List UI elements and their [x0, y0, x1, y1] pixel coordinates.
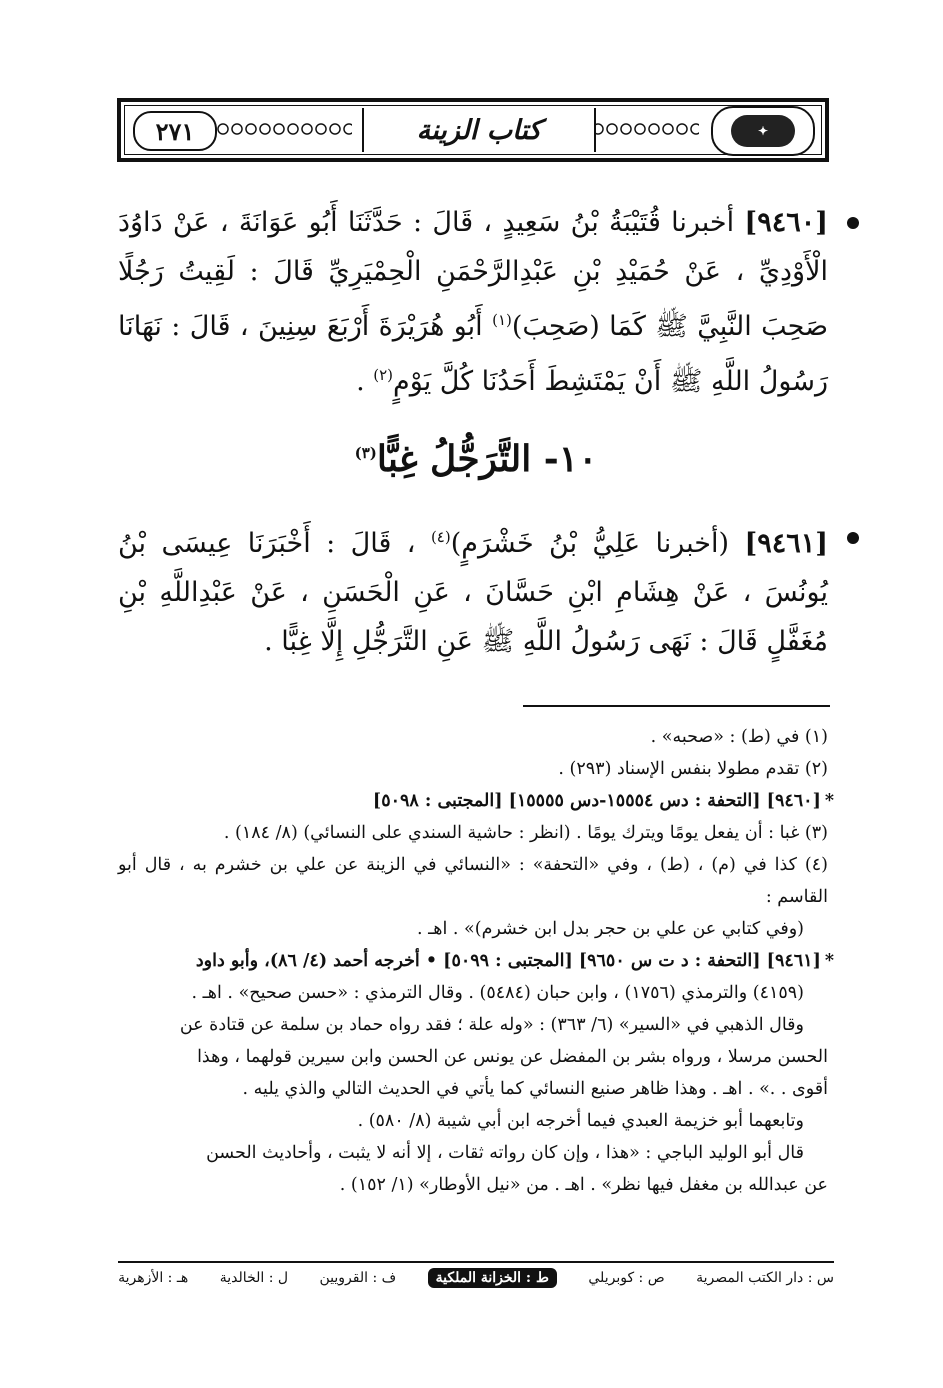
- page-header: [117, 98, 829, 162]
- footnote-separator: [523, 705, 830, 707]
- takhrij-9461-line-4: الحسن مرسلا ، ورواه بشر بن المفضل عن يونس عن الحسن وابن سيرين قولهما ، وهذا: [197, 1047, 828, 1067]
- footer-separator: [118, 1261, 834, 1263]
- footnotes: [118, 721, 834, 1201]
- takhrij-9460-text: [٩٤٦٠] [التحفة : دس ١٥٥٥٤-دس ١٥٥٥٥] [المجتبى : ٥٠٩٨]: [372, 791, 821, 811]
- hadith-body-continued: أَبُو هُرَيْرَةَ أَرْبَعَ سِنِينَ ، قَالَ : نَهَانَا رَسُولُ اللَّهِ ﷺ أَنْ يَمْتَشِطَ أَحَدُنَا كُلَّ يَوْمٍ: [118, 311, 828, 397]
- header-ornament-left: [202, 122, 352, 136]
- chapter-heading: [118, 438, 834, 480]
- footnote-ref: (١): [492, 311, 512, 329]
- hadith-9460-text: [118, 198, 834, 406]
- hadith-body-continued: ، قَالَ : أَخْبَرَنَا عِيسَى بْنُ يُونُسَ ، عَنْ هِشَامِ ابْنِ حَسَّانَ ، عَنِ الْحَسَنِ ، عَنْ عَبْدِاللَّهِ بْنِ مُغَفَّلٍ قَالَ : نَهَى رَسُولُ اللَّهِ ﷺ عَنِ التَّرَجُّلِ إِلَّا غِبًّا .: [118, 528, 828, 657]
- bullet-icon: [847, 532, 859, 544]
- star-marker: *: [824, 951, 834, 971]
- takhrij-9460: [118, 785, 834, 817]
- hadith-body: أخبرنا قُتَيْبَةُ بْنُ سَعِيدٍ ، قَالَ : حَدَّثَنَا أَبُو عَوَانَةَ ، عَنْ دَاوُدَ الْأَوْدِيِّ ، عَنْ حُمَيْدِ بْنِ عَبْدِالرَّحْمَنِ الْحِمْيَرِيِّ قَالَ : لَقِيتُ رَجُلًا صَحِبَ النَّبِيَّ ﷺ كَمَا (صَحِبَ): [118, 207, 829, 342]
- legend-item: هـ : الأزهرية: [118, 1270, 189, 1286]
- footnote-4-continued: (وفي كتابي عن علي بن حجر بدل ابن خشرم)» . اهـ .: [417, 919, 804, 939]
- takhrij-9461-line-6: وتابعهما أبو خزيمة العبدي فيما أخرجه ابن أبي شيبة (٨/ ٥٨٠) .: [357, 1111, 804, 1131]
- takhrij-9461-line-3: وقال الذهبي في «السير» (٦/ ٣٦٣) : «وله علة ؛ فقد رواه حماد بن سلمة عن قتادة عن: [179, 1015, 804, 1035]
- emblem-logo-icon: ✦: [731, 115, 795, 147]
- hadith-9460: [118, 198, 834, 406]
- legend-item: ص : كوبريلي: [588, 1270, 665, 1286]
- publisher-emblem-icon: [711, 106, 815, 156]
- star-marker: *: [824, 791, 834, 811]
- legend-item: س : دار الكتب المصرية: [696, 1270, 834, 1286]
- takhrij-9461-line-2: (٤١٥٩) والترمذي (١٧٥٦) ، وابن حبان (٥٤٨٤) . وقال الترمذي : «حسن صحيح» . اهـ .: [191, 983, 804, 1003]
- footnote-ref: (٢): [373, 366, 394, 384]
- footnote-4: (٤) كذا في (م) ، (ط) ، وفي «التحفة» : «النسائي في الزينة عن علي بن خشرم به ، قال أبو القاسم :: [118, 855, 828, 907]
- manuscript-legend: [118, 1268, 834, 1288]
- takhrij-9461-line-5: أقوى . .» . اهـ . وهذا ظاهر صنيع النسائي كما يأتي في الحديث التالي والذي يليه .: [242, 1079, 828, 1099]
- takhrij-9461: [118, 945, 834, 977]
- book-title: كتاب الزينة: [362, 108, 596, 152]
- takhrij-9461-text: [٩٤٦١] [التحفة : د ت س ٩٦٥٠] [المجتبى : ٥٠٩٩] • أخرجه أحمد (٤/ ٨٦)، وأبو داود: [195, 951, 821, 971]
- hadith-number: [٩٤٦٠]: [744, 207, 828, 238]
- legend-item-highlighted: ط : الخزانة الملكية: [428, 1268, 557, 1288]
- legend-item: ل : الخالدية: [219, 1270, 289, 1286]
- takhrij-9461-line-7: قال أبو الوليد الباجي : «هذا ، وإن كان رواته ثقات ، إلا أنه لا يثبت ، وأحاديث الحسن: [206, 1143, 804, 1163]
- chapter-title: ١٠- التَّرَجُّلُ غِبًّا: [376, 438, 598, 480]
- page-number: ٢٧١: [133, 111, 217, 151]
- bullet-icon: [847, 217, 859, 229]
- legend-item: ف : القرويين: [319, 1270, 397, 1286]
- hadith-number: [٩٤٦١]: [744, 528, 829, 559]
- hadith-body: (أخبرنا عَلِيُّ بْنُ خَشْرَمٍ): [450, 528, 730, 559]
- footnote-1: (١) في (ط) : «صحبه» .: [650, 727, 828, 747]
- hadith-9461-text: [118, 513, 834, 666]
- hadith-9461: [118, 513, 834, 666]
- footnote-ref: (٤): [430, 528, 451, 546]
- footnote-3: (٣) غبا : أن يفعل يومًا ويترك يومًا . (انظر : حاشية السندي على النسائي) (٨/ ١٨٤) .: [223, 823, 828, 843]
- hadith-end: .: [356, 366, 374, 397]
- takhrij-9461-line-8: عن عبدالله بن مغفل فيها نظر» . اهـ . من «نيل الأوطار» (١/ ١٥٢) .: [339, 1175, 828, 1195]
- footnote-ref: (٣): [354, 444, 377, 462]
- footnote-2: (٢) تقدم مطولا بنفس الإسناد (٢٩٣) .: [558, 759, 828, 779]
